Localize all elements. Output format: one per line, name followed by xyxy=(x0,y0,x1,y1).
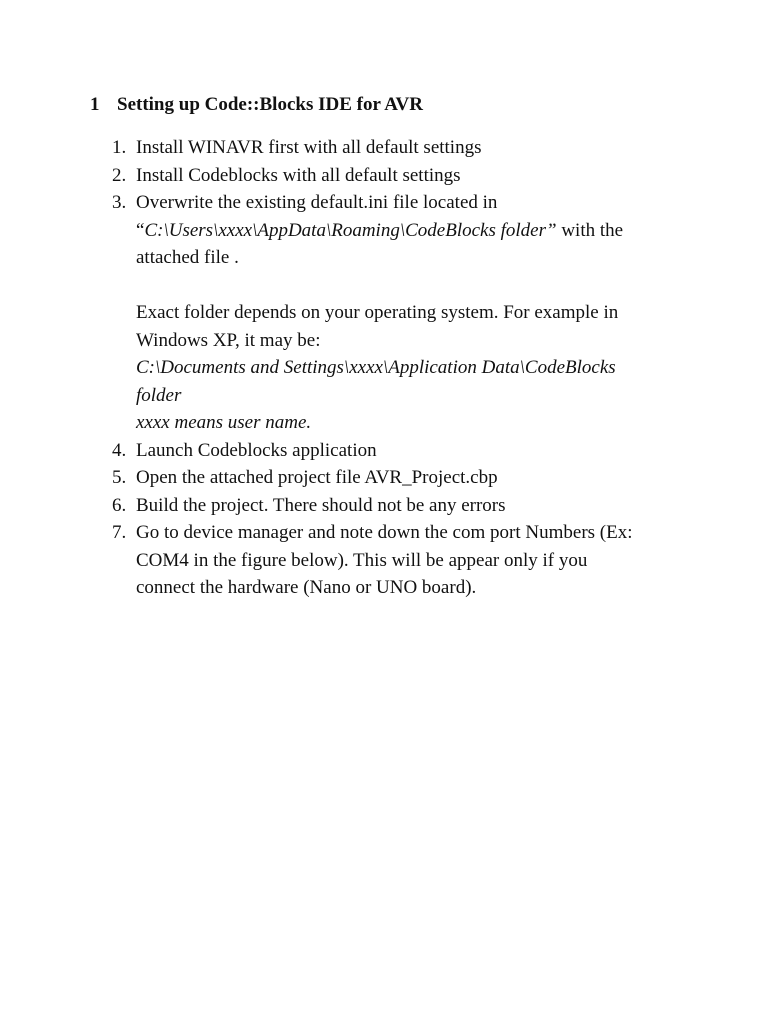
step-text: Overwrite the existing default.ini file located in xyxy=(136,192,498,213)
step-text-path-line xyxy=(136,217,672,245)
list-item xyxy=(112,519,672,602)
list-item xyxy=(112,437,672,465)
folder-path: C:\Documents and Settings\xxxx\Application Data\CodeBlocks xyxy=(136,357,616,378)
step-text: attached file . xyxy=(136,247,239,268)
step-text: COM4 in the figure below). This will be appear only if you xyxy=(136,549,588,571)
step-note: xxxx means user name. xyxy=(136,412,312,433)
list-item xyxy=(112,464,672,492)
folder-path: C:\Users\xxxx\AppData\Roaming\CodeBlocks folder” xyxy=(144,219,557,241)
section-number: 1 xyxy=(90,94,100,115)
step-text: with the xyxy=(556,219,624,241)
folder-path: folder xyxy=(136,384,182,406)
step-text: Windows XP, it may be: xyxy=(136,329,321,351)
list-marker: 5. xyxy=(112,467,127,488)
steps-list xyxy=(112,134,672,602)
list-marker: 7. xyxy=(112,522,127,543)
list-marker: 6. xyxy=(112,494,127,516)
step-text: Build the project. There should not be any errors xyxy=(136,494,506,516)
list-marker: 2. xyxy=(112,164,127,186)
list-item xyxy=(112,189,672,437)
section-title: Setting up Code::Blocks IDE for AVR xyxy=(117,94,423,115)
step-text: Exact folder depends on your operating system. For example in xyxy=(136,302,619,323)
list-marker: 3. xyxy=(112,192,127,213)
step-text: Open the attached project file AVR_Project.cbp xyxy=(136,467,498,488)
list-marker: 1. xyxy=(112,137,127,158)
list-item xyxy=(112,162,672,190)
step-text: Go to device manager and note down the com port Numbers (Ex: xyxy=(136,522,633,543)
step-text: connect the hardware (Nano or UNO board). xyxy=(136,577,477,598)
list-item xyxy=(112,492,672,520)
step-text: Launch Codeblocks application xyxy=(136,439,377,461)
step-text: Install Codeblocks with all default settings xyxy=(136,164,461,186)
list-item xyxy=(112,134,672,162)
step-text: Install WINAVR first with all default settings xyxy=(136,137,482,158)
section-heading xyxy=(90,94,423,116)
blank-line xyxy=(136,272,672,300)
quote-mark: “ xyxy=(136,219,145,241)
list-marker: 4. xyxy=(112,439,127,461)
